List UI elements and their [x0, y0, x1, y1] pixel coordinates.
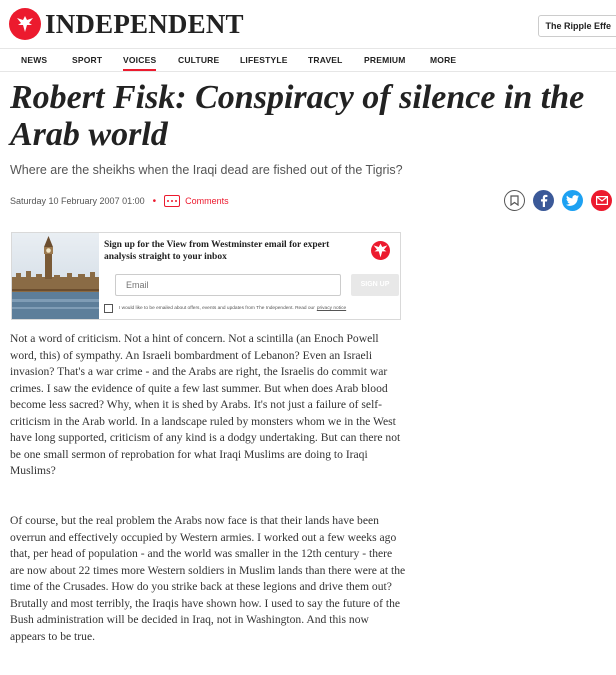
nav-item-lifestyle[interactable]: LIFESTYLE [240, 55, 288, 65]
site-logo[interactable] [9, 8, 244, 40]
comments-link[interactable]: Comments [185, 196, 229, 206]
publish-date: Saturday 10 February 2007 01:00 [10, 196, 145, 206]
facebook-icon[interactable] [533, 190, 554, 211]
article-paragraph-2: Of course, but the real problem the Arabs now face is that their lands have been overrun and effectively occupied by Western armies. I worked out a few weeks ago that, per head of population - and the world was smaller in the 12th century - there are now about 22 times more Western soldiers in Muslim lands than there were at the time of the Crusades. How do you strike back at these legions and drive them out? Brutally and most terribly, the Iraqis have shown how. I used to say the future of the Bush administration will be decided in Iraq, not in Washington. And this now appears to be true. [10, 514, 406, 643]
nav-item-premium[interactable]: PREMIUM [364, 55, 406, 65]
consent-row [104, 304, 346, 313]
partner-promo[interactable]: The Ripple Effe [538, 15, 616, 37]
email-icon[interactable] [591, 190, 612, 211]
nav-item-sport[interactable]: SPORT [72, 55, 103, 65]
article-headline: Robert Fisk: Conspiracy of silence in the Arab world [10, 79, 585, 153]
meta-separator: • [152, 195, 157, 207]
nav-item-news[interactable]: NEWS [21, 55, 48, 65]
signup-button[interactable]: SIGN UP [351, 274, 399, 296]
article-meta [10, 195, 229, 207]
westminster-image [12, 233, 99, 319]
main-nav [0, 48, 616, 72]
newsletter-title: Sign up for the View from Westminster email for expert analysis straight to your inbox [104, 240, 330, 262]
newsletter-signup [11, 232, 401, 320]
consent-text: I would like to be emailed about offers, events and updates from The Independent. Read our [119, 306, 315, 311]
nav-item-culture[interactable]: CULTURE [178, 55, 220, 65]
site-header [0, 0, 616, 47]
nav-item-voices[interactable]: VOICES [123, 49, 156, 71]
article-standfirst: Where are the sheikhs when the Iraqi dead are fished out of the Tigris? [10, 163, 403, 177]
brand-name: INDEPENDENT [45, 8, 244, 39]
nav-item-travel[interactable]: TRAVEL [308, 55, 343, 65]
eagle-icon [9, 8, 41, 40]
comments-icon[interactable] [164, 195, 180, 207]
share-bar [496, 190, 612, 211]
bookmark-icon[interactable] [504, 190, 525, 211]
email-input[interactable] [115, 274, 341, 296]
privacy-notice-link[interactable]: privacy notice [316, 306, 347, 311]
article-paragraph-1: Not a word of criticism. Not a hint of concern. Not a scintilla (an Enoch Powell word, this) of sympathy. An Israeli bombardment of Lebanon? Even an Israeli invasion? That's a war crime - and the Arabs are right, the Israelis do commit war crimes. I saw the evidence of quite a few last summer. But when does Arab blood become less sacred? Why, when it is shed by Arabs. It's not just a failure of self-criticism in the Arab world. In a landscape ruled by monsters whom we in the West have long supported, criticism of any kind is a dodgy undertaking. But can there not be one small sermon of reprobation for what Iraqi Muslims are doing to Iraqi Muslims? [10, 332, 401, 477]
nav-item-more[interactable]: MORE [430, 55, 457, 65]
consent-checkbox[interactable] [104, 304, 113, 313]
newsletter-eagle-icon [371, 241, 390, 265]
twitter-icon[interactable] [562, 190, 583, 211]
